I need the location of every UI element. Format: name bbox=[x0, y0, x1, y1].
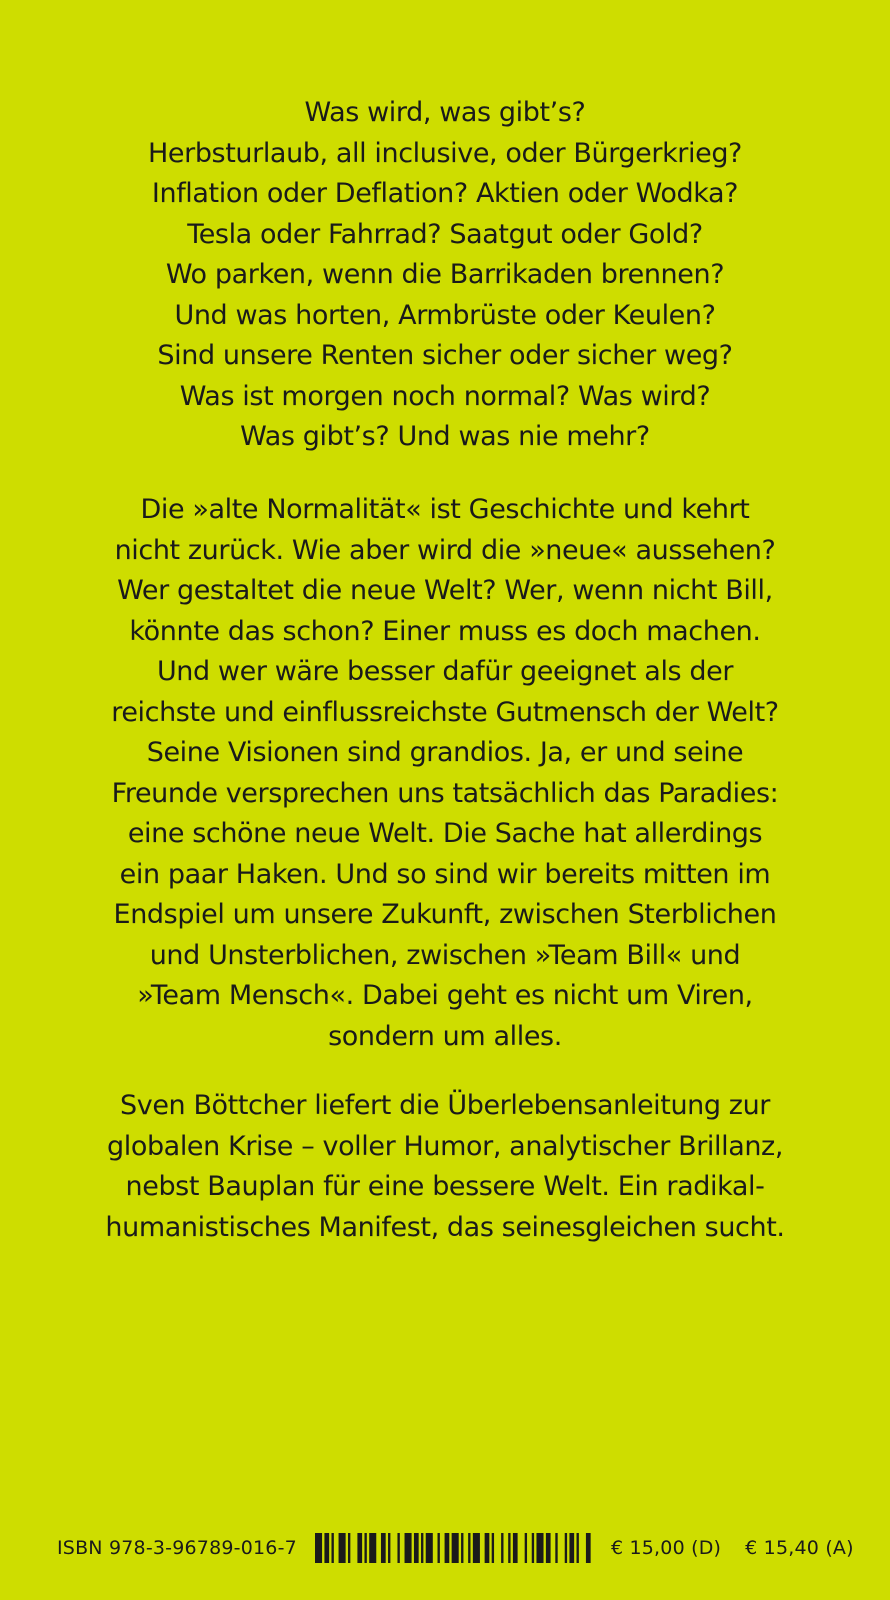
blurb-line: nicht zurück. Wie aber wird die »neue« aussehen? bbox=[114, 534, 776, 566]
closing-paragraph bbox=[60, 1086, 830, 1248]
intro-line: Inflation oder Deflation? Aktien oder Wodka? bbox=[151, 178, 739, 209]
blurb-line: Seine Visionen sind grandios. Ja, er und seine bbox=[146, 737, 744, 768]
blurb-line: und Unsterblichen, zwischen »Team Bill« und bbox=[149, 939, 741, 971]
intro-line: Und was horten, Armbrüste oder Keulen? bbox=[174, 299, 716, 331]
closing-line: globalen Krise – voller Humor, analytischer Brillanz, bbox=[106, 1130, 784, 1162]
closing-line: Sven Böttcher liefert die Überlebensanleitung zur bbox=[120, 1090, 770, 1121]
price-germany: € 15,00 (D) bbox=[610, 1537, 722, 1559]
price-austria: € 15,40 (A) bbox=[745, 1537, 854, 1559]
closing-line: nebst Bauplan für eine bessere Welt. Ein radikal- bbox=[125, 1171, 765, 1202]
barcode-icon bbox=[315, 1533, 593, 1563]
blurb-line: Freunde versprechen uns tatsächlich das Paradies: bbox=[111, 777, 779, 809]
blurb-line: Und wer wäre besser dafür geeignet als der bbox=[156, 656, 734, 687]
blurb-paragraph bbox=[60, 490, 830, 1057]
book-footer bbox=[57, 1531, 854, 1565]
intro-line: Was gibt’s? Und was nie mehr? bbox=[240, 421, 650, 452]
blurb-line: Die »alte Normalität« ist Geschichte und kehrt bbox=[140, 494, 750, 525]
intro-line: Was wird, was gibt’s? bbox=[304, 97, 586, 128]
blurb-line: reichste und einflussreichste Gutmensch der Welt? bbox=[111, 696, 779, 728]
blurb-line: ein paar Haken. Und so sind wir bereits mitten im bbox=[119, 858, 771, 890]
blurb-line: »Team Mensch«. Dabei geht es nicht um Viren, bbox=[137, 980, 753, 1011]
isbn-label: ISBN 978-3-96789-016-7 bbox=[57, 1537, 297, 1559]
intro-line: Tesla oder Fahrrad? Saatgut oder Gold? bbox=[187, 218, 703, 250]
intro-line: Wo parken, wenn die Barrikaden brennen? bbox=[165, 259, 725, 290]
intro-line: Herbsturlaub, all inclusive, oder Bürgerkrieg? bbox=[148, 137, 742, 169]
closing-line: humanistisches Manifest, das seinesgleichen sucht. bbox=[105, 1211, 785, 1243]
intro-questions bbox=[60, 93, 830, 458]
blurb-line: Endspiel um unsere Zukunft, zwischen Sterblichen bbox=[113, 899, 777, 930]
blurb-line: könnte das schon? Einer muss es doch machen. bbox=[129, 615, 761, 647]
blurb-line: eine schöne neue Welt. Die Sache hat allerdings bbox=[127, 818, 763, 849]
blurb-line: sondern um alles. bbox=[328, 1020, 562, 1052]
blurb-line: Wer gestaltet die neue Welt? Wer, wenn nicht Bill, bbox=[117, 575, 773, 606]
intro-line: Sind unsere Renten sicher oder sicher weg? bbox=[157, 340, 733, 371]
intro-line: Was ist morgen noch normal? Was wird? bbox=[179, 380, 711, 412]
